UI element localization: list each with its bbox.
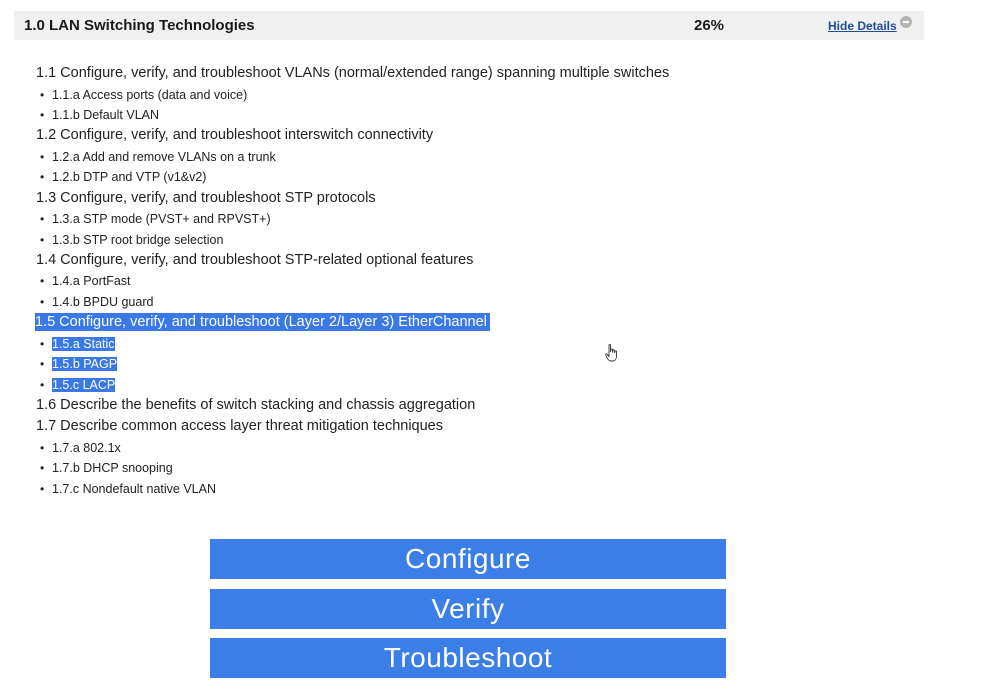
subtopic-label: 1.7.b DHCP snooping — [52, 461, 173, 476]
bullet-icon: • — [40, 107, 45, 122]
bullet-icon: • — [40, 170, 45, 185]
minus-circle-icon[interactable] — [900, 16, 912, 28]
subtopic-label: 1.7.a 802.1x — [52, 440, 121, 455]
list-item — [36, 438, 916, 458]
hide-details-label[interactable]: Hide Details — [828, 18, 897, 33]
topic-list — [36, 63, 916, 499]
section-header — [14, 11, 924, 40]
bullet-icon: • — [40, 212, 45, 227]
topic-1-4: 1.4 Configure, verify, and troubleshoot STP-related optional features — [36, 251, 474, 268]
topic-1-7: 1.7 Describe common access layer threat mitigation techniques — [36, 418, 443, 435]
bullet-icon: • — [40, 274, 45, 289]
hand-pointer-icon — [605, 344, 619, 362]
subtopic-label: 1.3.b STP root bridge selection — [52, 232, 224, 247]
bullet-icon: • — [40, 377, 45, 392]
list-item — [36, 167, 916, 187]
topic-1-6: 1.6 Describe the benefits of switch stacking and chassis aggregation — [36, 396, 476, 413]
selected-subtopic-label: 1.5.c LACP — [52, 377, 116, 392]
topic-1-5 — [36, 312, 916, 334]
topic-1-3: 1.3 Configure, verify, and troubleshoot STP protocols — [36, 189, 376, 206]
subtopic-label: 1.1.b Default VLAN — [52, 107, 160, 122]
subtopic-label: 1.2.b DTP and VTP (v1&v2) — [52, 170, 207, 185]
list-item — [36, 85, 916, 105]
selected-subtopic-label: 1.5.a Static — [52, 336, 115, 351]
list-item — [36, 230, 916, 250]
subtopic-label: 1.3.a STP mode (PVST+ and RPVST+) — [52, 212, 271, 227]
list-item — [36, 458, 916, 478]
bullet-icon: • — [40, 357, 45, 372]
section-title: 1.0 LAN Switching Technologies — [24, 17, 255, 34]
list-item — [36, 354, 916, 374]
section-percent: 26% — [694, 17, 725, 34]
list-item — [36, 375, 916, 395]
list-item — [36, 271, 916, 291]
list-item — [36, 334, 916, 354]
bullet-icon: • — [40, 232, 45, 247]
verify-button[interactable]: Verify — [210, 589, 726, 629]
subtopic-label: 1.7.c Nondefault native VLAN — [52, 481, 216, 496]
list-item — [36, 292, 916, 312]
selected-topic-text: 1.5 Configure, verify, and troubleshoot (Layer 2/Layer 3) EtherChannel — [35, 313, 490, 331]
list-item — [36, 105, 916, 125]
bullet-icon: • — [40, 461, 45, 476]
subtopic-label: 1.2.a Add and remove VLANs on a trunk — [52, 149, 276, 164]
bullet-icon: • — [40, 481, 45, 496]
topic-1-1: 1.1 Configure, verify, and troubleshoot VLANs (normal/extended range) spanning multiple switches — [36, 65, 670, 81]
list-item — [36, 479, 916, 499]
list-item — [36, 209, 916, 229]
configure-button[interactable]: Configure — [210, 539, 726, 579]
topic-1-2: 1.2 Configure, verify, and troubleshoot interswitch connectivity — [36, 127, 434, 144]
bullet-icon: • — [40, 294, 45, 309]
selected-subtopic-label: 1.5.b PAGP — [52, 357, 118, 372]
subtopic-label: 1.4.a PortFast — [52, 274, 131, 289]
bullet-icon: • — [40, 440, 45, 455]
subtopic-label: 1.4.b BPDU guard — [52, 294, 154, 309]
bullet-icon: • — [40, 149, 45, 164]
list-item — [36, 147, 916, 167]
subtopic-label: 1.1.a Access ports (data and voice) — [52, 87, 248, 102]
troubleshoot-button[interactable]: Troubleshoot — [210, 638, 726, 678]
bullet-icon: • — [40, 336, 45, 351]
bullet-icon: • — [40, 87, 45, 102]
hide-details-link[interactable] — [828, 19, 912, 33]
